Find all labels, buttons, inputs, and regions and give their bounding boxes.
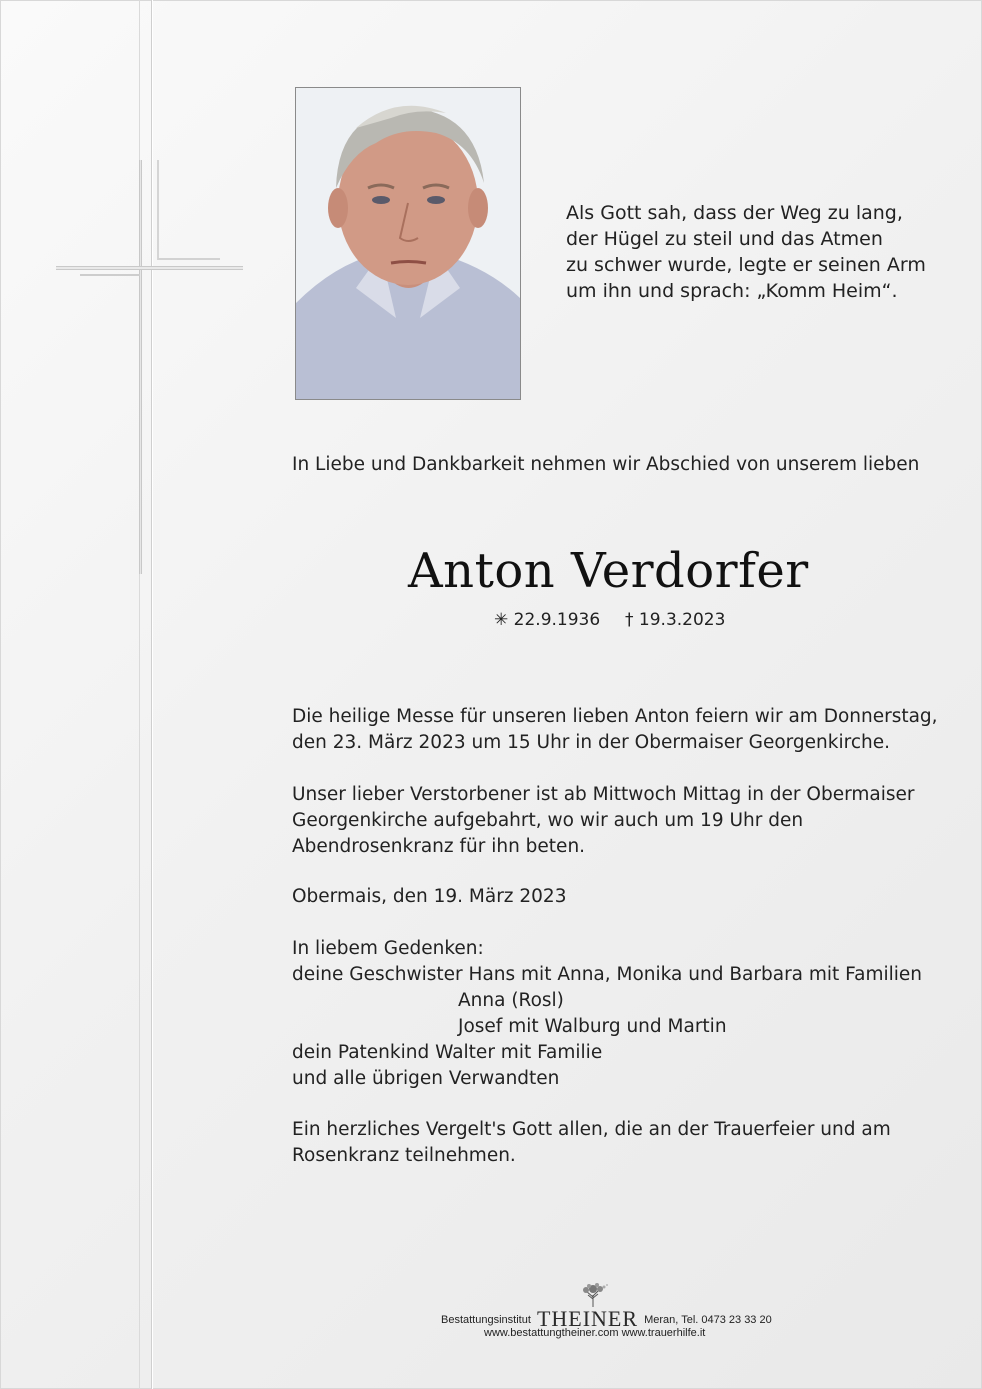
mourners-line: Anna (Rosl) <box>458 990 564 1011</box>
life-dates <box>494 610 794 630</box>
paragraph-line: Georgenkirche aufgebahrt, wo wir auch um 19 Uhr den <box>292 810 804 831</box>
quote-line: Als Gott sah, dass der Weg zu lang, <box>566 202 903 224</box>
viewing-paragraph <box>292 782 932 860</box>
quote-line: um ihn und sprach: „Komm Heim“. <box>566 280 898 302</box>
paragraph-line: Abendrosenkranz für ihn beten. <box>292 836 586 857</box>
thanks-paragraph <box>292 1117 932 1169</box>
mourners-line: deine Geschwister Hans mit Anna, Monika und Barbara mit Familien <box>292 964 923 985</box>
funeral-home-prefix: Bestattungsinstitut <box>441 1314 531 1326</box>
quote-line: zu schwer wurde, legte er seinen Arm <box>566 254 926 276</box>
mourners-line: dein Patenkind Walter mit Familie <box>292 1042 603 1063</box>
funeral-home-brand: THEINER <box>536 1306 639 1331</box>
death-date: 19.3.2023 <box>638 610 726 630</box>
funeral-home-contact: Meran, Tel. 0473 23 33 20 <box>644 1314 772 1326</box>
memorial-quote <box>566 200 926 304</box>
funeral-home-websites[interactable]: www.bestattungtheiner.com www.trauerhilfe.it <box>484 1327 706 1339</box>
birth-date: 22.9.1936 <box>513 610 601 630</box>
paragraph-line: Ein herzliches Vergelt's Gott allen, die an der Trauerfeier und am <box>292 1119 891 1140</box>
mourners-list <box>292 936 932 1092</box>
death-icon: † <box>625 610 634 630</box>
decorative-line-right <box>151 0 152 1389</box>
place-date: Obermais, den 19. März 2023 <box>292 886 567 907</box>
quote-line: der Hügel zu steil und das Atmen <box>566 228 883 250</box>
mourners-heading: In liebem Gedenken: <box>292 938 484 959</box>
paragraph-line: Die heilige Messe für unseren lieben Anton feiern wir am Donnerstag, <box>292 706 938 727</box>
paragraph-line: Rosenkranz teilnehmen. <box>292 1145 516 1166</box>
paragraph-line: den 23. März 2023 um 15 Uhr in der Obermaiser Georgenkirche. <box>292 732 890 753</box>
deceased-name: Anton Verdorfer <box>408 543 809 599</box>
paragraph-line: Unser lieber Verstorbener ist ab Mittwoch Mittag in der Obermaiser <box>292 784 915 805</box>
mourners-line: Josef mit Walburg und Martin <box>458 1016 727 1037</box>
mourners-line: und alle übrigen Verwandten <box>292 1068 560 1089</box>
portrait-photo <box>295 87 521 400</box>
intro-text: In Liebe und Dankbarkeit nehmen wir Abschied von unserem lieben <box>292 454 920 475</box>
mass-paragraph <box>292 704 938 756</box>
birth-icon: ✳ <box>494 610 509 630</box>
